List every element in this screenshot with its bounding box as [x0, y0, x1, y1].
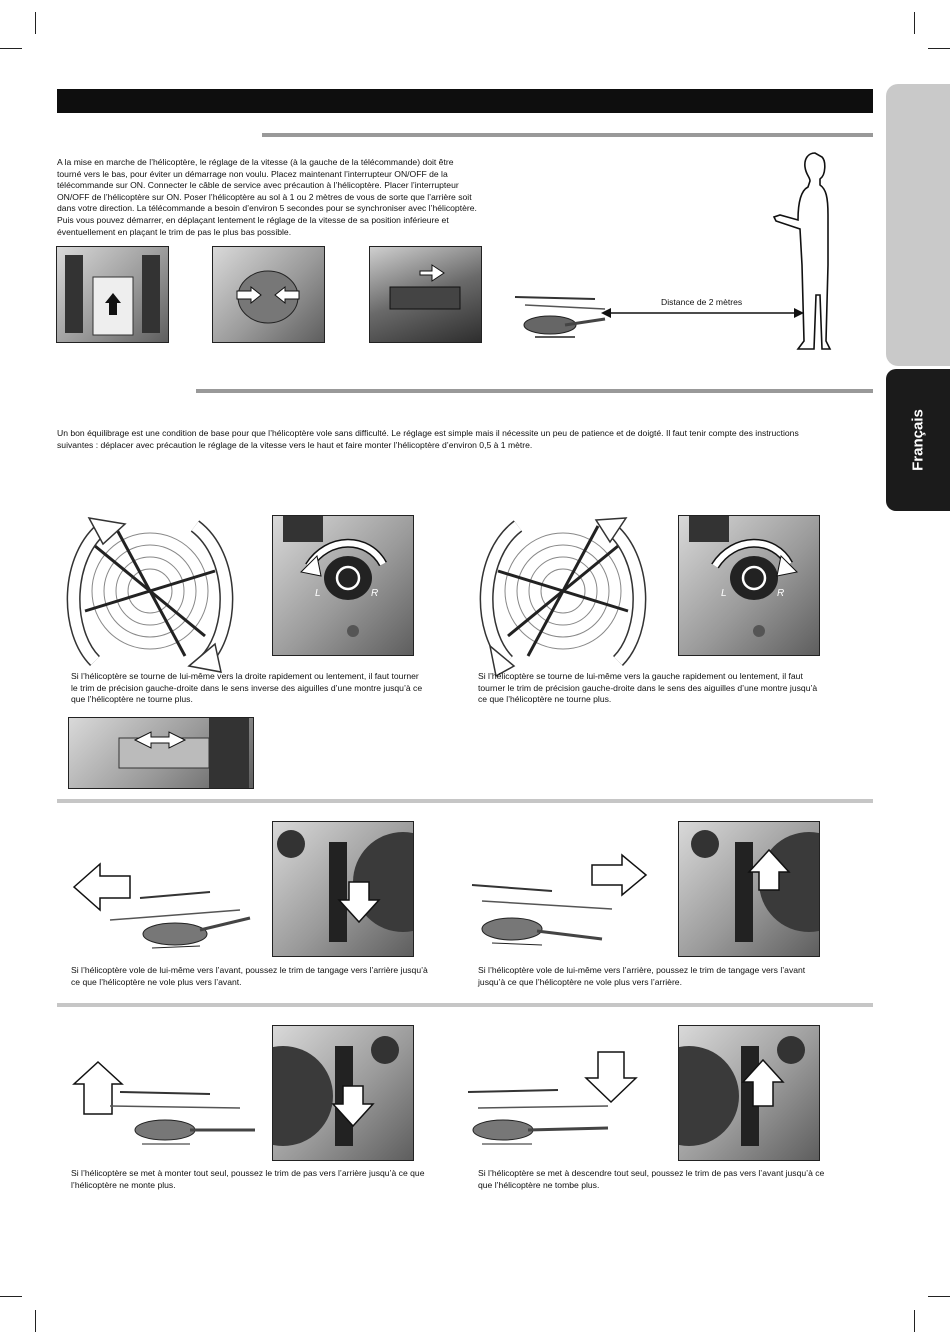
section-rule [262, 133, 873, 137]
crop-mark [914, 1310, 915, 1332]
lr-trim-photo [68, 717, 254, 789]
language-tab[interactable] [886, 369, 950, 511]
crop-mark [35, 1310, 36, 1332]
collective-trim-photo-back [272, 1025, 414, 1161]
forward-diagram [70, 862, 270, 952]
caption-forward: Si l’hélicoptère vole de lui-même vers l’avant, poussez le trim de tangage vers l’arrière jusqu’à ce que l’hélicoptère ne vole plus vers l’avant. [71, 965, 428, 987]
dial-right-label: R [371, 588, 379, 599]
crop-mark [0, 1296, 22, 1297]
caption-descend: Si l’hélicoptère se met à descendre tout seul, poussez le trim de pas vers l’avant jusqu’à ce que l’hélicoptère ne tombe plus. [478, 1168, 825, 1190]
climb-diagram [70, 1062, 270, 1162]
caption-backward: Si l’hélicoptère vole de lui-même vers l’arrière, poussez le trim de tangage vers l’avant jusqu’à ce que l’hélicoptère ne vole plus vers l’arrière. [478, 965, 806, 987]
section-rule [57, 1003, 873, 1007]
crop-mark [928, 48, 950, 49]
intro-paragraph: A la mise en marche de l’hélicoptère, le réglage de la vitesse (à la gauche de la télécommande) doit être tourné vers le bas, pour éviter un démarrage non voulu. Placez maintenant l’interrupteur ON/OFF de la télécommande sur ON. Connecter le câble de service avec précaution à l’hélicoptère. Placer l’interrupteur ON/OFF de l’hélicoptère sur ON. Poser l’hélicoptère au sol à 1 ou 2 mètres de vous de sorte que l’arrière soit dans votre direction. La télécommande a besoin d’environ 5 secondes pour se synchroniser avec l’hélicoptère. Puis vous pouvez démarrer, en déplaçant lentement le réglage de la vitesse de sa position inférieure et éventuellement en plaçant le trim de pas le plus bas possible. [57, 157, 477, 237]
remote-throttle-photo [56, 246, 169, 343]
balance-paragraph: Un bon équilibrage est une condition de base pour que l’hélicoptère vole sans difficulté. Le réglage est simple mais il nécessite un peu de patience et de doigté. Il faut tenir compte des instructions suivantes : déplacer avec précaution le réglage de la vitesse vers le haut et faire monter l’hélicoptère d’environ 0,5 à 1 mètre. [57, 428, 799, 450]
trim-dial-photo-cw [678, 515, 820, 656]
onoff-switch-photo [369, 246, 482, 343]
distance-label: Distance de 2 mètres [661, 297, 743, 307]
crop-mark [35, 12, 36, 34]
section-rule [57, 799, 873, 803]
helicopter-small [515, 297, 605, 337]
crop-mark [914, 12, 915, 34]
caption-rotation-left: Si l’hélicoptère se tourne de lui-même vers la gauche rapidement ou lentement, il faut tourner le trim de précision gauche-droite dans le sens des aiguilles d’une montre jusqu’à ce que l’hélicoptère ne tourne plus. [478, 671, 818, 705]
trim-dial-photo-ccw [272, 515, 414, 656]
caption-climb: Si l’hélicoptère se met à monter tout seul, poussez le trim de pas vers l’arrière jusqu’à ce que l’hélicoptère ne monte plus. [71, 1168, 425, 1190]
header-bar [57, 89, 873, 113]
distance-diagram [505, 145, 805, 355]
collective-trim-photo-forward [678, 1025, 820, 1161]
pitch-trim-photo-forward [678, 821, 820, 957]
dial-left-label: L [315, 588, 321, 599]
person-silhouette [774, 153, 830, 349]
rotation-right-diagram [65, 516, 235, 666]
section-rule [196, 389, 873, 393]
language-tab-label: Français [909, 409, 927, 471]
distance-arrow [601, 308, 804, 318]
backward-diagram [462, 855, 662, 955]
descend-diagram [458, 1052, 658, 1152]
caption-rotation-right: Si l’hélicoptère se tourne de lui-même vers la droite rapidement ou lentement, il faut tourner le trim de précision gauche-droite dans le sens inverse des aiguilles d’une montre jusqu’à ce que l’hélicoptère ne tourne plus. [71, 671, 423, 705]
dial-right-label: R [777, 588, 785, 599]
crop-mark [928, 1296, 950, 1297]
service-cable-photo [212, 246, 325, 343]
crop-mark [0, 48, 22, 49]
side-tab-grey [886, 84, 950, 366]
dial-left-label: L [721, 588, 727, 599]
pitch-trim-photo-back [272, 821, 414, 957]
rotation-left-diagram [478, 516, 648, 666]
